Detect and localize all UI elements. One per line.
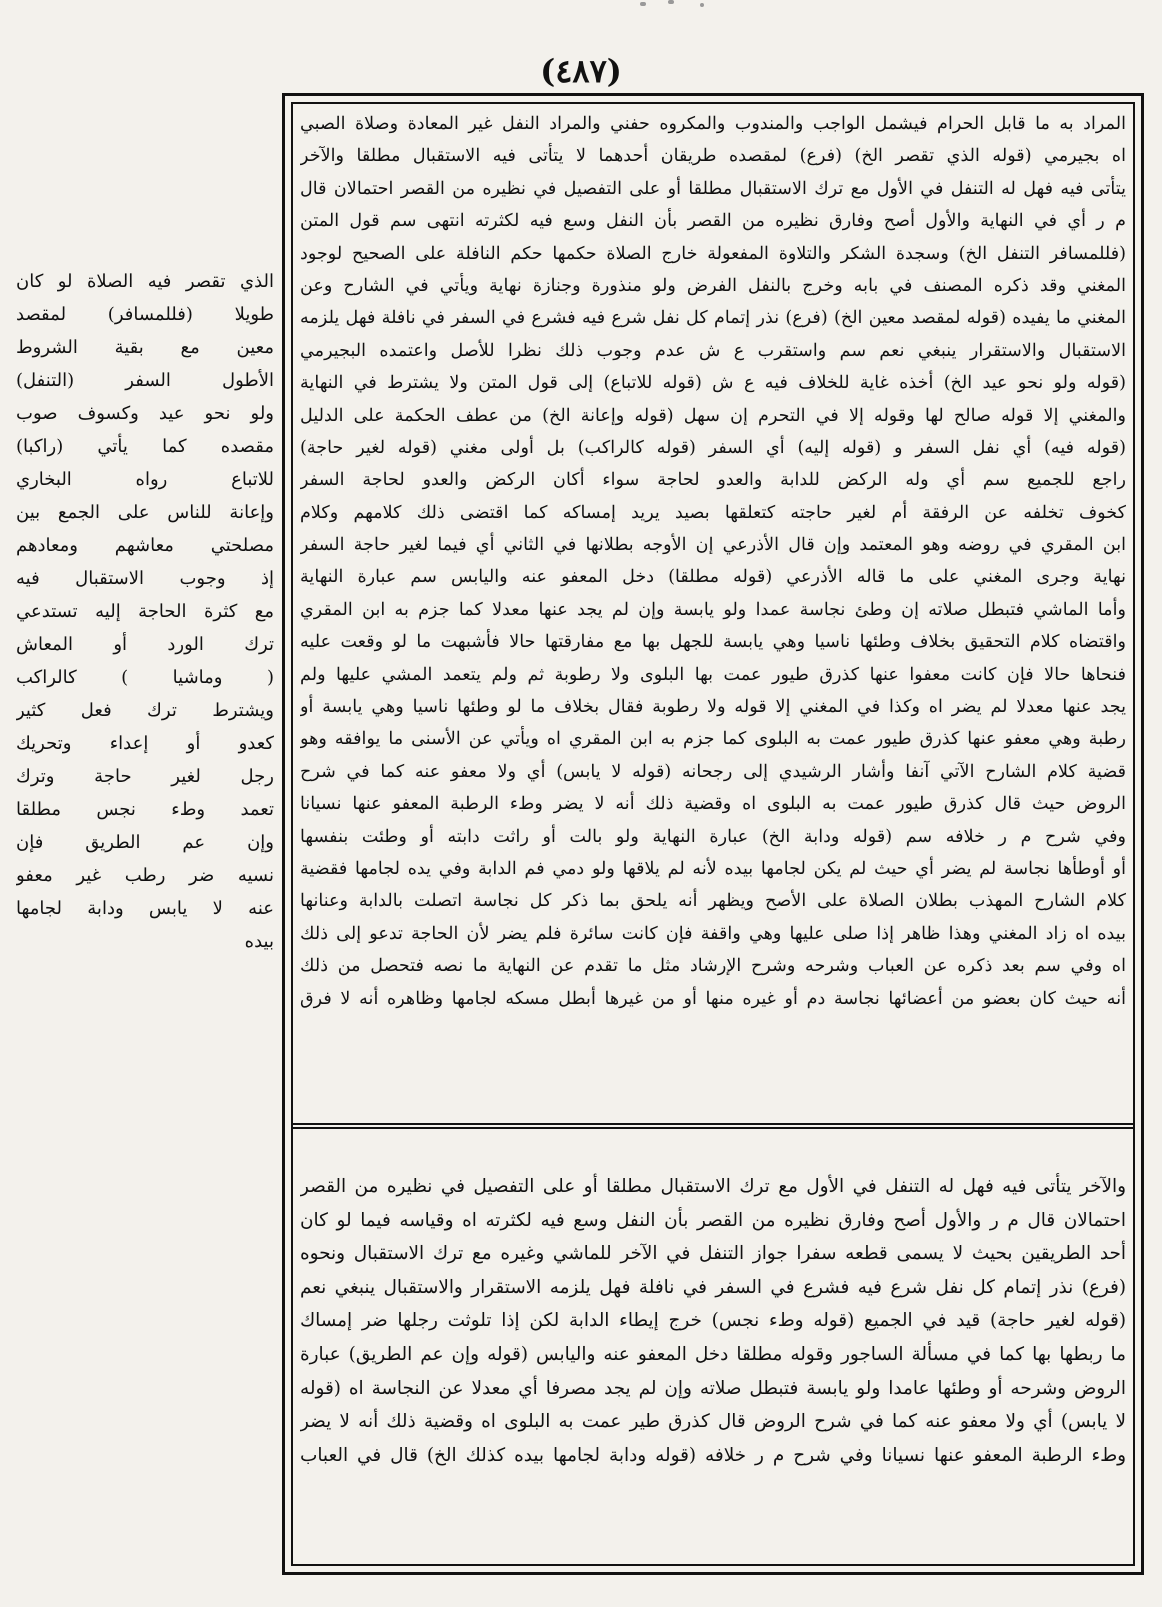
margin-text-line: ويشترط ترك فعل كثير	[16, 700, 274, 721]
main-text-line: وأما الماشي فتبطل صلاته إن وطئ نجاسة عمدا ولو يابسة وإن لم يجد عنها معدلا كما جزم به ابن المقري	[300, 599, 1126, 620]
main-text-line: المراد به ما قابل الحرام فيشمل الواجب والمندوب والمكروه حفني والمراد النفل غير المعادة وصلاة الصبي	[300, 114, 1126, 134]
main-text-line: رطبة وهي معفو عنها كذرق طيور عمت به البلوى كما جزم به ابن المقري اه ويأتي عن الأسنى ما يوافقه وهو	[300, 729, 1126, 750]
margin-text-line: للاتباع رواه البخاري	[16, 469, 274, 490]
footnote-text-line: أحد الطريقين بحيث لا يسمى قطعه سفرا جواز التنفل في الآخر للماشي وغيره مع ترك الاستقبال ونحوه	[300, 1243, 1126, 1265]
margin-text-line: عنه لا يابس ودابة لجامها	[16, 898, 274, 919]
main-text-line: واقتضاه كلام التحقيق بخلاف وطئها ناسيا وهي يابسة للجهل بها مع مفارقتها حالا فأشبهت ما لو وقعت عليه	[300, 632, 1126, 653]
main-text-line: (قوله ولو نحو عيد الخ) أخذه غاية للخلاف فيه ع ش (قوله للاتباع) إلى قول المتن ولا يشترط في النهاية	[300, 373, 1126, 394]
main-text-line: فنحاها حالا فإن كانت معفوا عنها كذرق طيور عمت بها البلوى ولا رطوبة ثم ولم يتعمد المشي عليها ولم	[300, 664, 1126, 685]
margin-text-line: معين مع بقية الشروط	[16, 337, 274, 358]
footnote-text-line: والآخر يتأتى فيه فهل له التنفل في الأول مع ترك الاستقبال مطلقا أو على التفصيل في نظيره من القصر	[300, 1176, 1126, 1197]
margin-text-line: إذ وجوب الاستقبال فيه	[16, 568, 274, 589]
main-text-line: اه بجيرمي (قوله الذي تقصر الخ) (فرع) لمقصده طريقان أحدهما لا يتأتى فيه الاستقبال مطلقا والآخر	[300, 146, 1126, 167]
section-divider	[291, 1127, 1135, 1129]
top-speck	[700, 3, 704, 7]
main-text-line: نهاية وجرى المغني على ما قاله الأذرعي (قوله مطلقا) دخل المعفو عنه واليابس سم عبارة النهاية	[300, 567, 1126, 588]
footnote-text-line: (فرع) نذر إتمام كل نفل شرع فيه فشرع في السفر في نافلة فهل يلزمه الاستقرار والاستقبال ينبغي نعم	[300, 1276, 1126, 1298]
main-text-line: يتأتى فيه فهل له التنفل في الأول مع ترك الاستقبال مطلقا أو على التفصيل في نظيره من القصر احتمالان قال	[300, 178, 1126, 199]
margin-text-line: تعمد وطء نجس مطلقا	[16, 799, 274, 820]
main-text-line: كخوف تخلفه عن الرفقة أم لغير حاجته كتعلقها بصيد يريد إمساكه كما اقتضى ذلك كلامهم وكلام	[300, 502, 1126, 523]
footnote-commentary-text	[300, 1170, 1126, 1472]
footnote-text-line: الروض وشرحه أو وطئها عامدا ولو يابسة فتبطل صلاته وإن لم يجد مصرفا أي معدلا عن النجاسة اه (قوله	[300, 1377, 1126, 1399]
page-number: (٤٨٧)	[540, 52, 622, 90]
margin-text-line: مصلحتي معاشهم ومعادهم	[16, 535, 274, 556]
main-text-line: قضية كلام الشارح الآتي آنفا وأشار الرشيدي إلى رجحانه (قوله لا يابس) أي ولا معفو عنه كما في شرح	[300, 761, 1126, 782]
main-text-line: المغني وقد ذكره المصنف في بابه وخرج بالنفل الفرض ولو منذورة وجنازة نهاية ويأتي في الشارح وعن	[300, 275, 1126, 296]
margin-text-line: رجل لغير حاجة وترك	[16, 766, 274, 787]
margin-matn-text	[16, 265, 274, 958]
top-speck	[640, 2, 646, 6]
footnote-text-line: وطء الرطبة المعفو عنها نسيانا وفي شرح م ر خلافه (قوله ودابة لجامها بيده كذلك الخ) قال في العباب	[300, 1444, 1126, 1466]
margin-text-line: مع كثرة الحاجة إليه تستدعي	[16, 601, 274, 622]
main-text-line: الاستقبال والاستقرار ينبغي نعم سم واستقرب ع ش عدم وجوب ذلك نظرا للأصل واعتمده البجيرمي	[300, 340, 1126, 361]
main-text-line: وفي شرح م ر خلافه سم (قوله ودابة الخ) عبارة النهاية ولو بالت أو راثت دابته أو وطئت بنفسها	[300, 826, 1126, 847]
main-text-line: يجد عنها معدلا لم يضر اه وكذا في المغني إلا قوله ولا رطوبة فقال بخلاف ما لو وطئها ناسيا وهي يابسة أو	[300, 697, 1126, 718]
footnote-text-line: (قوله لغير حاجة) قيد في الجميع (قوله وطء نجس) خرج إيطاء الدابة لكن إذا تلوثت رجلها ضر إمساك	[300, 1310, 1126, 1332]
main-text-line: بيده اه زاد المغني وهذا ظاهر إذا صلى عليها وهي واقفة فإن كانت سائرة فلم يضر لأن الحاجة تدعو إلى ذلك	[300, 923, 1126, 944]
margin-text-line: ترك الورد أو المعاش	[16, 634, 274, 655]
footnote-text-line: ما ربطها بها كما في مسألة الساجور وقوله مطلقا دخل المعفو عنه واليابس (قوله وإن عم الطريق) عبارة	[300, 1343, 1126, 1365]
main-commentary-text	[300, 108, 1126, 1015]
margin-text-line: طويلا (فللمسافر) لمقصد	[16, 304, 274, 325]
main-text-line: أنه حيث كان بعضو من أعضائها نجاسة دم أو غيره منها أو من غيرها أبطل مسكه لجامها وظاهره أنه لا فرق	[300, 988, 1126, 1009]
margin-text-line: وإن عم الطريق فإن	[16, 832, 274, 853]
margin-text-line: ولو نحو عيد وكسوف صوب	[16, 403, 274, 424]
main-text-line: راجع للجميع سم أي وله الركض للدابة والعدو لحاجة سواء أكان الركض والعدو لحاجة السفر	[300, 470, 1126, 491]
main-text-line: (قوله فيه) أي نفل السفر و (قوله إليه) أي السفر (قوله كالراكب) بل أولى مغني (قوله لغير حاجة)	[300, 437, 1126, 458]
main-text-line: أو أوطأها نجاسة لم يضر أي حيث لم يكن لجامها بيده لأنه لم يلاقها ولو دمي فم الدابة وفي يده لجامها فقضية	[300, 858, 1126, 879]
main-text-line: ابن المقري في روضه وهو المعتمد وإن قال الأذرعي إن الأوجه بطلانها في الثاني أي فيما لغير حاجة السفر	[300, 535, 1126, 556]
main-text-line: كلام الشارح المهذب بطلان الصلاة على الأصح ويظهر أنه يلحق بما ذكر كل نجاسة اتصلت بالدابة وعنانها	[300, 891, 1126, 912]
main-text-line: الروض حيث قال كذرق طيور عمت به البلوى اه وقضية ذلك أنه لا يضر وطء الرطبة المعفو عنها نسيانا	[300, 794, 1126, 815]
margin-text-line: الذي تقصر فيه الصلاة لو كان	[16, 271, 274, 292]
footnote-text-line: احتمالان قال م ر والأول أصح وفارق نظيره من القصر بأن النفل وسع فيه لكثرته اه وقياسه فيما لو كان	[300, 1209, 1126, 1231]
margin-text-line: بيده	[244, 931, 274, 952]
main-text-line: المغني ما يفيده (قوله لمقصد معين الخ) (فرع) نذر إتمام كل نفل شرع فيه فشرع في السفر في نافلة فهل يلزمه	[300, 308, 1126, 329]
margin-text-line: ( وماشيا ) كالراكب	[16, 667, 274, 688]
top-speck	[668, 0, 674, 4]
main-text-line: م ر أي في النهاية والأول أصح وفارق نظيره من القصر بأن النفل وسع فيه لكثرته انتهى سم قول المتن	[300, 211, 1126, 232]
margin-text-line: نسيه ضر رطب غير معفو	[16, 865, 274, 886]
margin-text-line: مقصده كما يأتي (راكبا)	[16, 436, 274, 457]
margin-text-line: وإعانة للناس على الجمع بين	[16, 502, 274, 523]
margin-text-line: كعدو أو إعداء وتحريك	[16, 733, 274, 754]
margin-text-line: الأطول السفر (التنفل)	[16, 370, 274, 391]
main-text-line: (فللمسافر التنفل الخ) وسجدة الشكر والتلاوة المفعولة خارج الصلاة حكمها حكم النافلة على الصحيح لوجود	[300, 243, 1126, 264]
footnote-text-line: لا يابس) أي ولا معفو عنه كما في شرح الروض قال كذرق طير عمت به البلوى اه وقضية ذلك أنه لا يضر	[300, 1411, 1126, 1433]
main-text-line: والمغني إلا قوله صالح لها وقوله إلا في التحرم إن سهل (قوله وإعانة الخ) من عطف الحكمة على الدليل	[300, 405, 1126, 426]
main-text-line: اه وفي سم بعد ذكره عن العباب وشرحه وشرح الإرشاد مثل ما تقدم عن النهاية ما نصه فتحصل من ذلك	[300, 956, 1126, 977]
section-divider	[291, 1123, 1135, 1125]
